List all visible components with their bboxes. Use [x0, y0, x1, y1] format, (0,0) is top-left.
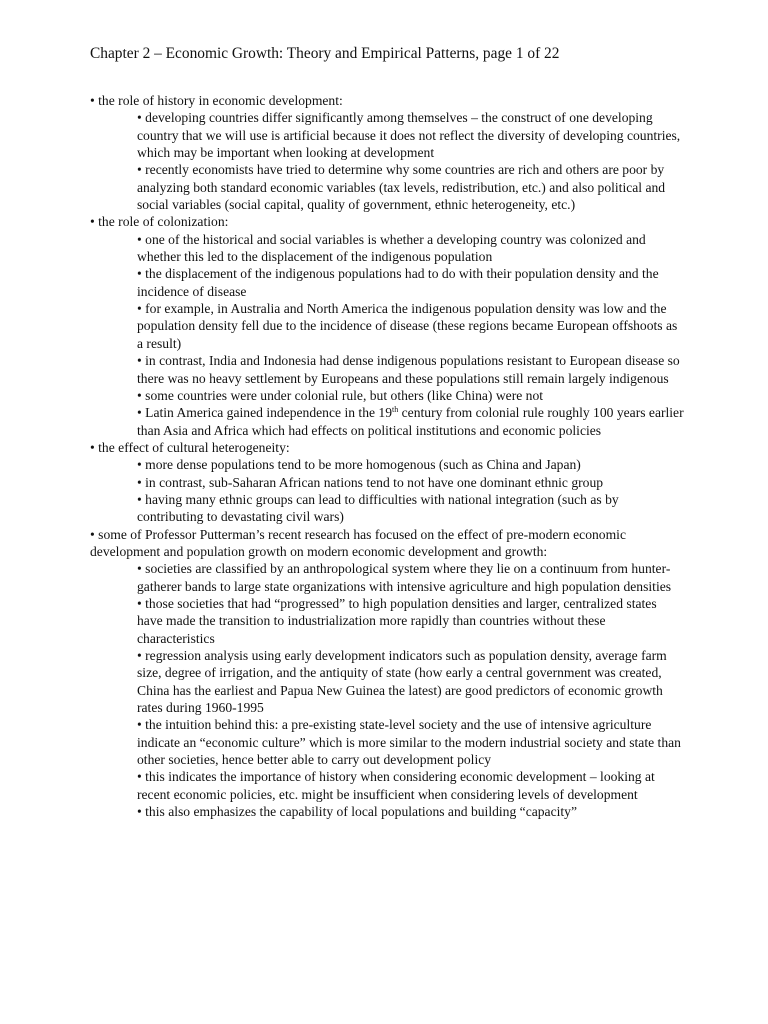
- page-title: Chapter 2 – Economic Growth: Theory and Empirical Patterns, page 1 of 22: [90, 45, 560, 62]
- bullet-point: • this indicates the importance of history when considering economic development – looking at recent economic policies, etc. might be insufficient when considering levels of development: [137, 769, 655, 802]
- bullet-point: • in contrast, sub-Saharan African nations tend to not have one dominant ethnic group: [137, 474, 604, 490]
- notes-body: [90, 92, 685, 820]
- section-heading-history: • the role of history in economic development:: [90, 93, 343, 108]
- bullet-point: • having many ethnic groups can lead to difficulties with national integration (such as by contributing to devastating civil wars): [137, 491, 619, 525]
- section-heading-putterman-research: • some of Professor Putterman’s recent research has focused on the effect of pre-modern economic development and population growth on modern economic development and growth:: [90, 526, 626, 559]
- bullet-point: • this also emphasizes the capability of local populations and building “capacity”: [137, 804, 578, 820]
- bullet-point: • those societies that had “progressed” to high population densities and larger, centralized states have made the transition to industrialization more rapidly than countries without these characteristics: [137, 595, 657, 646]
- bullet-point: • regression analysis using early development indicators such as population density, average farm size, degree of irrigation, and the antiquity of state (how early a central government was created, China has the earliest and Papua New Guinea the latest) are good predictors of economic growth rates during 1960-1995: [137, 648, 667, 716]
- bullet-point: • the displacement of the indigenous populations had to do with their population density and the incidence of disease: [137, 266, 659, 299]
- bullet-point-latin-america: [137, 404, 685, 439]
- bullet-text: century from colonial rule roughly 100 years earlier than Asia and Africa which had effects on political institutions and economic policies: [137, 405, 684, 438]
- bullet-point: • for example, in Australia and North America the indigenous population density was low and the population density fell due to the incidence of disease (these regions became European offshoots as a result): [137, 301, 678, 351]
- ordinal-suffix: th: [392, 405, 399, 415]
- bullet-point: • the intuition behind this: a pre-existing state-level society and the use of intensive agriculture indicate an “economic culture” which is more similar to the modern industrial society and state than other societies, hence better able to carry out development policy: [137, 717, 681, 768]
- bullet-point: • developing countries differ significantly among themselves – the construct of one developing country that we will use is artificial because it does not reflect the diversity of developing countries, which may be important when looking at development: [137, 110, 681, 161]
- bullet-point: • in contrast, India and Indonesia had dense indigenous populations resistant to European disease so there was no heavy settlement by Europeans and these populations still remain largely indigenous: [137, 353, 680, 386]
- section-heading-cultural-heterogeneity: • the effect of cultural heterogeneity:: [90, 439, 290, 455]
- bullet-point: • societies are classified by an anthropological system where they lie on a continuum from hunter-gatherer bands to large state organizations with intensive agriculture and high population densities: [137, 561, 672, 594]
- section-heading-colonization: • the role of colonization:: [90, 214, 229, 230]
- bullet-point: • more dense populations tend to be more homogenous (such as China and Japan): [137, 457, 581, 473]
- bullet-point: • recently economists have tried to determine why some countries are rich and others are poor by analyzing both standard economic variables (tax levels, redistribution, etc.) and also political and social variables (social capital, quality of government, ethnic heterogeneity, etc.): [137, 162, 666, 213]
- bullet-point: • one of the historical and social variables is whether a developing country was colonized and whether this led to the displacement of the indigenous population: [137, 231, 646, 265]
- bullet-text: • Latin America gained independence in the 19: [137, 405, 393, 421]
- bullet-point: • some countries were under colonial rule, but others (like China) were not: [137, 387, 544, 403]
